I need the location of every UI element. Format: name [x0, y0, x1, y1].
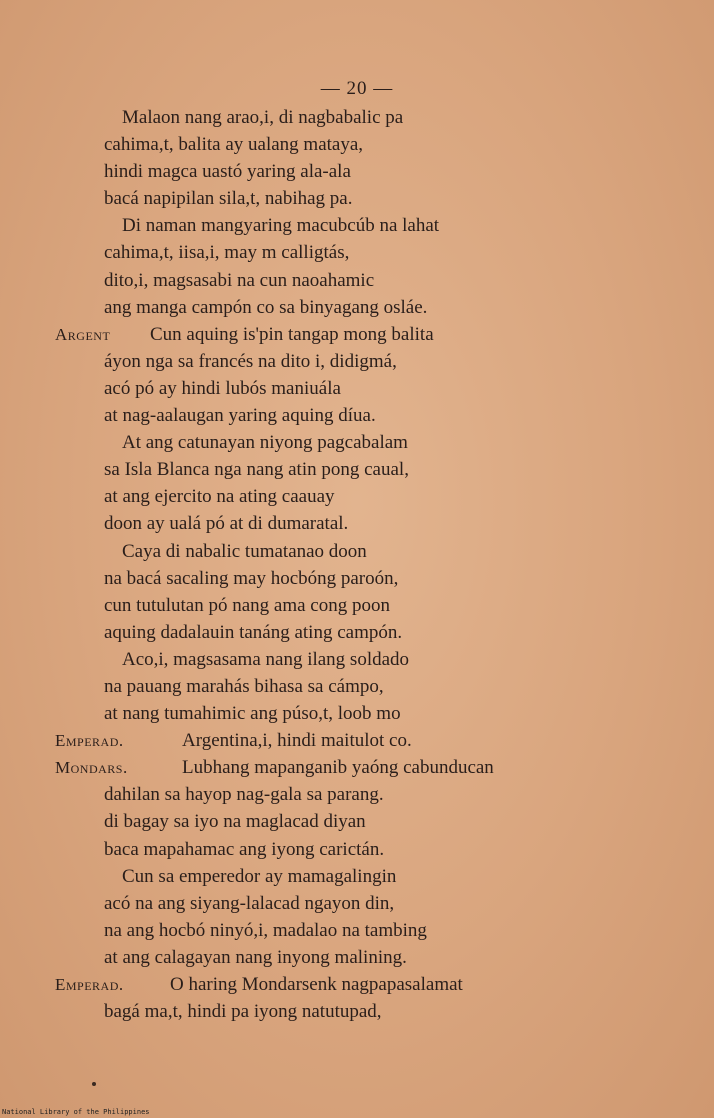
verse-text: Di naman mangyaring macubcúb na lahat	[122, 215, 440, 237]
verse-text: sa Isla Blanca nga nang atin pong caual,	[104, 459, 409, 481]
verse-text: at nang tumahimic ang púso,t, loob mo	[104, 703, 401, 725]
verse-line	[0, 267, 714, 294]
library-footer: National Library of the Philippines	[2, 1108, 150, 1116]
verse-text: hindi magca uastó yaring ala-ala	[104, 161, 351, 183]
verse-line	[0, 510, 714, 537]
verse-text: bacá napipilan sila,t, nabihag pa.	[104, 188, 353, 210]
verse-line	[0, 863, 714, 890]
verse-text: di bagay sa iyo na maglacad diyan	[104, 811, 366, 833]
verse-text: O haring Mondarsenk nagpapasalamat	[170, 974, 463, 995]
verse-line	[0, 185, 714, 212]
verse-line	[0, 158, 714, 185]
verse-lines	[0, 104, 714, 1025]
verse-line	[0, 917, 714, 944]
verse-text: aquing dadalauin tanáng ating campón.	[104, 621, 403, 643]
verse-line	[0, 781, 714, 808]
verse-line	[0, 483, 714, 510]
verse-text: ang manga campón co sa binyagang osláe.	[104, 296, 428, 318]
verse-text: baca mapahamac ang iyong carictán.	[104, 838, 385, 860]
verse-text: bagá ma,t, hindi pa iyong natutupad,	[104, 1001, 382, 1023]
verse-text: doon ay ualá pó at di dumaratal.	[104, 513, 349, 535]
verse-line	[0, 836, 714, 863]
verse-line	[0, 538, 714, 565]
verse-line	[0, 131, 714, 158]
verse-line	[0, 944, 714, 971]
verse-line	[0, 456, 714, 483]
verse-text: Lubhang mapanganib yaóng cabunducan	[182, 757, 494, 779]
verse-line	[0, 619, 714, 646]
verse-line	[0, 104, 714, 131]
verse-text: dahilan sa hayop nag-gala sa parang.	[104, 784, 384, 806]
verse-text: na bacá sacaling may hocbóng paroón,	[104, 567, 399, 589]
verse-text: cahima,t, balita ay ualang mataya,	[104, 134, 364, 156]
verse-text: na pauang marahás bihasa sa cámpo,	[104, 675, 384, 697]
verse-line	[0, 565, 714, 592]
verse-line	[0, 673, 714, 700]
verse-line	[0, 348, 714, 375]
verse-line	[0, 971, 714, 998]
verse-text: dito,i, magsasabi na cun naoahamic	[104, 269, 375, 291]
verse-text: at ang ejercito na ating caauay	[104, 486, 335, 508]
verse-text: Caya di nabalic tumatanao doon	[122, 540, 367, 562]
verse-line	[0, 212, 714, 239]
ink-spot	[92, 1082, 96, 1086]
verse-text: áyon nga sa francés na dito i, didigmá,	[104, 350, 397, 372]
verse-line	[0, 646, 714, 673]
verse-line	[0, 727, 714, 754]
verse-text: acó na ang siyang-lalacad ngayon din,	[104, 892, 395, 914]
verse-line	[0, 429, 714, 456]
verse-text: Cun sa emperedor ay mamagalingin	[122, 865, 397, 887]
verse-line	[0, 808, 714, 835]
verse-line	[0, 998, 714, 1025]
verse-line	[0, 294, 714, 321]
verse-line	[0, 239, 714, 266]
verse-text: Aco,i, magsasama nang ilang soldado	[122, 648, 410, 670]
verse-line	[0, 754, 714, 781]
speaker-label: Emperad.	[55, 731, 124, 751]
verse-text: at nag-aalaugan yaring aquing díua.	[104, 405, 376, 427]
verse-line	[0, 700, 714, 727]
verse-line	[0, 321, 714, 348]
verse-text: Malaon nang arao,i, di nagbabalic pa	[122, 107, 404, 128]
verse-line	[0, 890, 714, 917]
verse-text: At ang catunayan niyong pagcabalam	[122, 432, 408, 454]
verse-text: cahima,t, iisa,i, may m calligtás,	[104, 242, 350, 264]
verse-line	[0, 402, 714, 429]
verse-text: cun tutulutan pó nang ama cong poon	[104, 594, 390, 616]
verse-text: Argentina,i, hindi maitulot co.	[182, 730, 412, 752]
verse-text: at ang calagayan nang inyong malining.	[104, 946, 407, 968]
verse-line	[0, 592, 714, 619]
page-number: — 20 —	[320, 78, 394, 99]
verse-text: Cun aquing is'pin tangap mong balita	[150, 323, 434, 345]
verse-line	[0, 375, 714, 402]
speaker-label: Mondars.	[55, 758, 128, 778]
speaker-label: Argent	[55, 324, 111, 344]
speaker-label: Emperad.	[55, 975, 124, 994]
verse-text: na ang hocbó ninyó,i, madalao na tambing	[104, 919, 427, 941]
verse-text: acó pó ay hindi lubós maniuála	[104, 377, 341, 399]
